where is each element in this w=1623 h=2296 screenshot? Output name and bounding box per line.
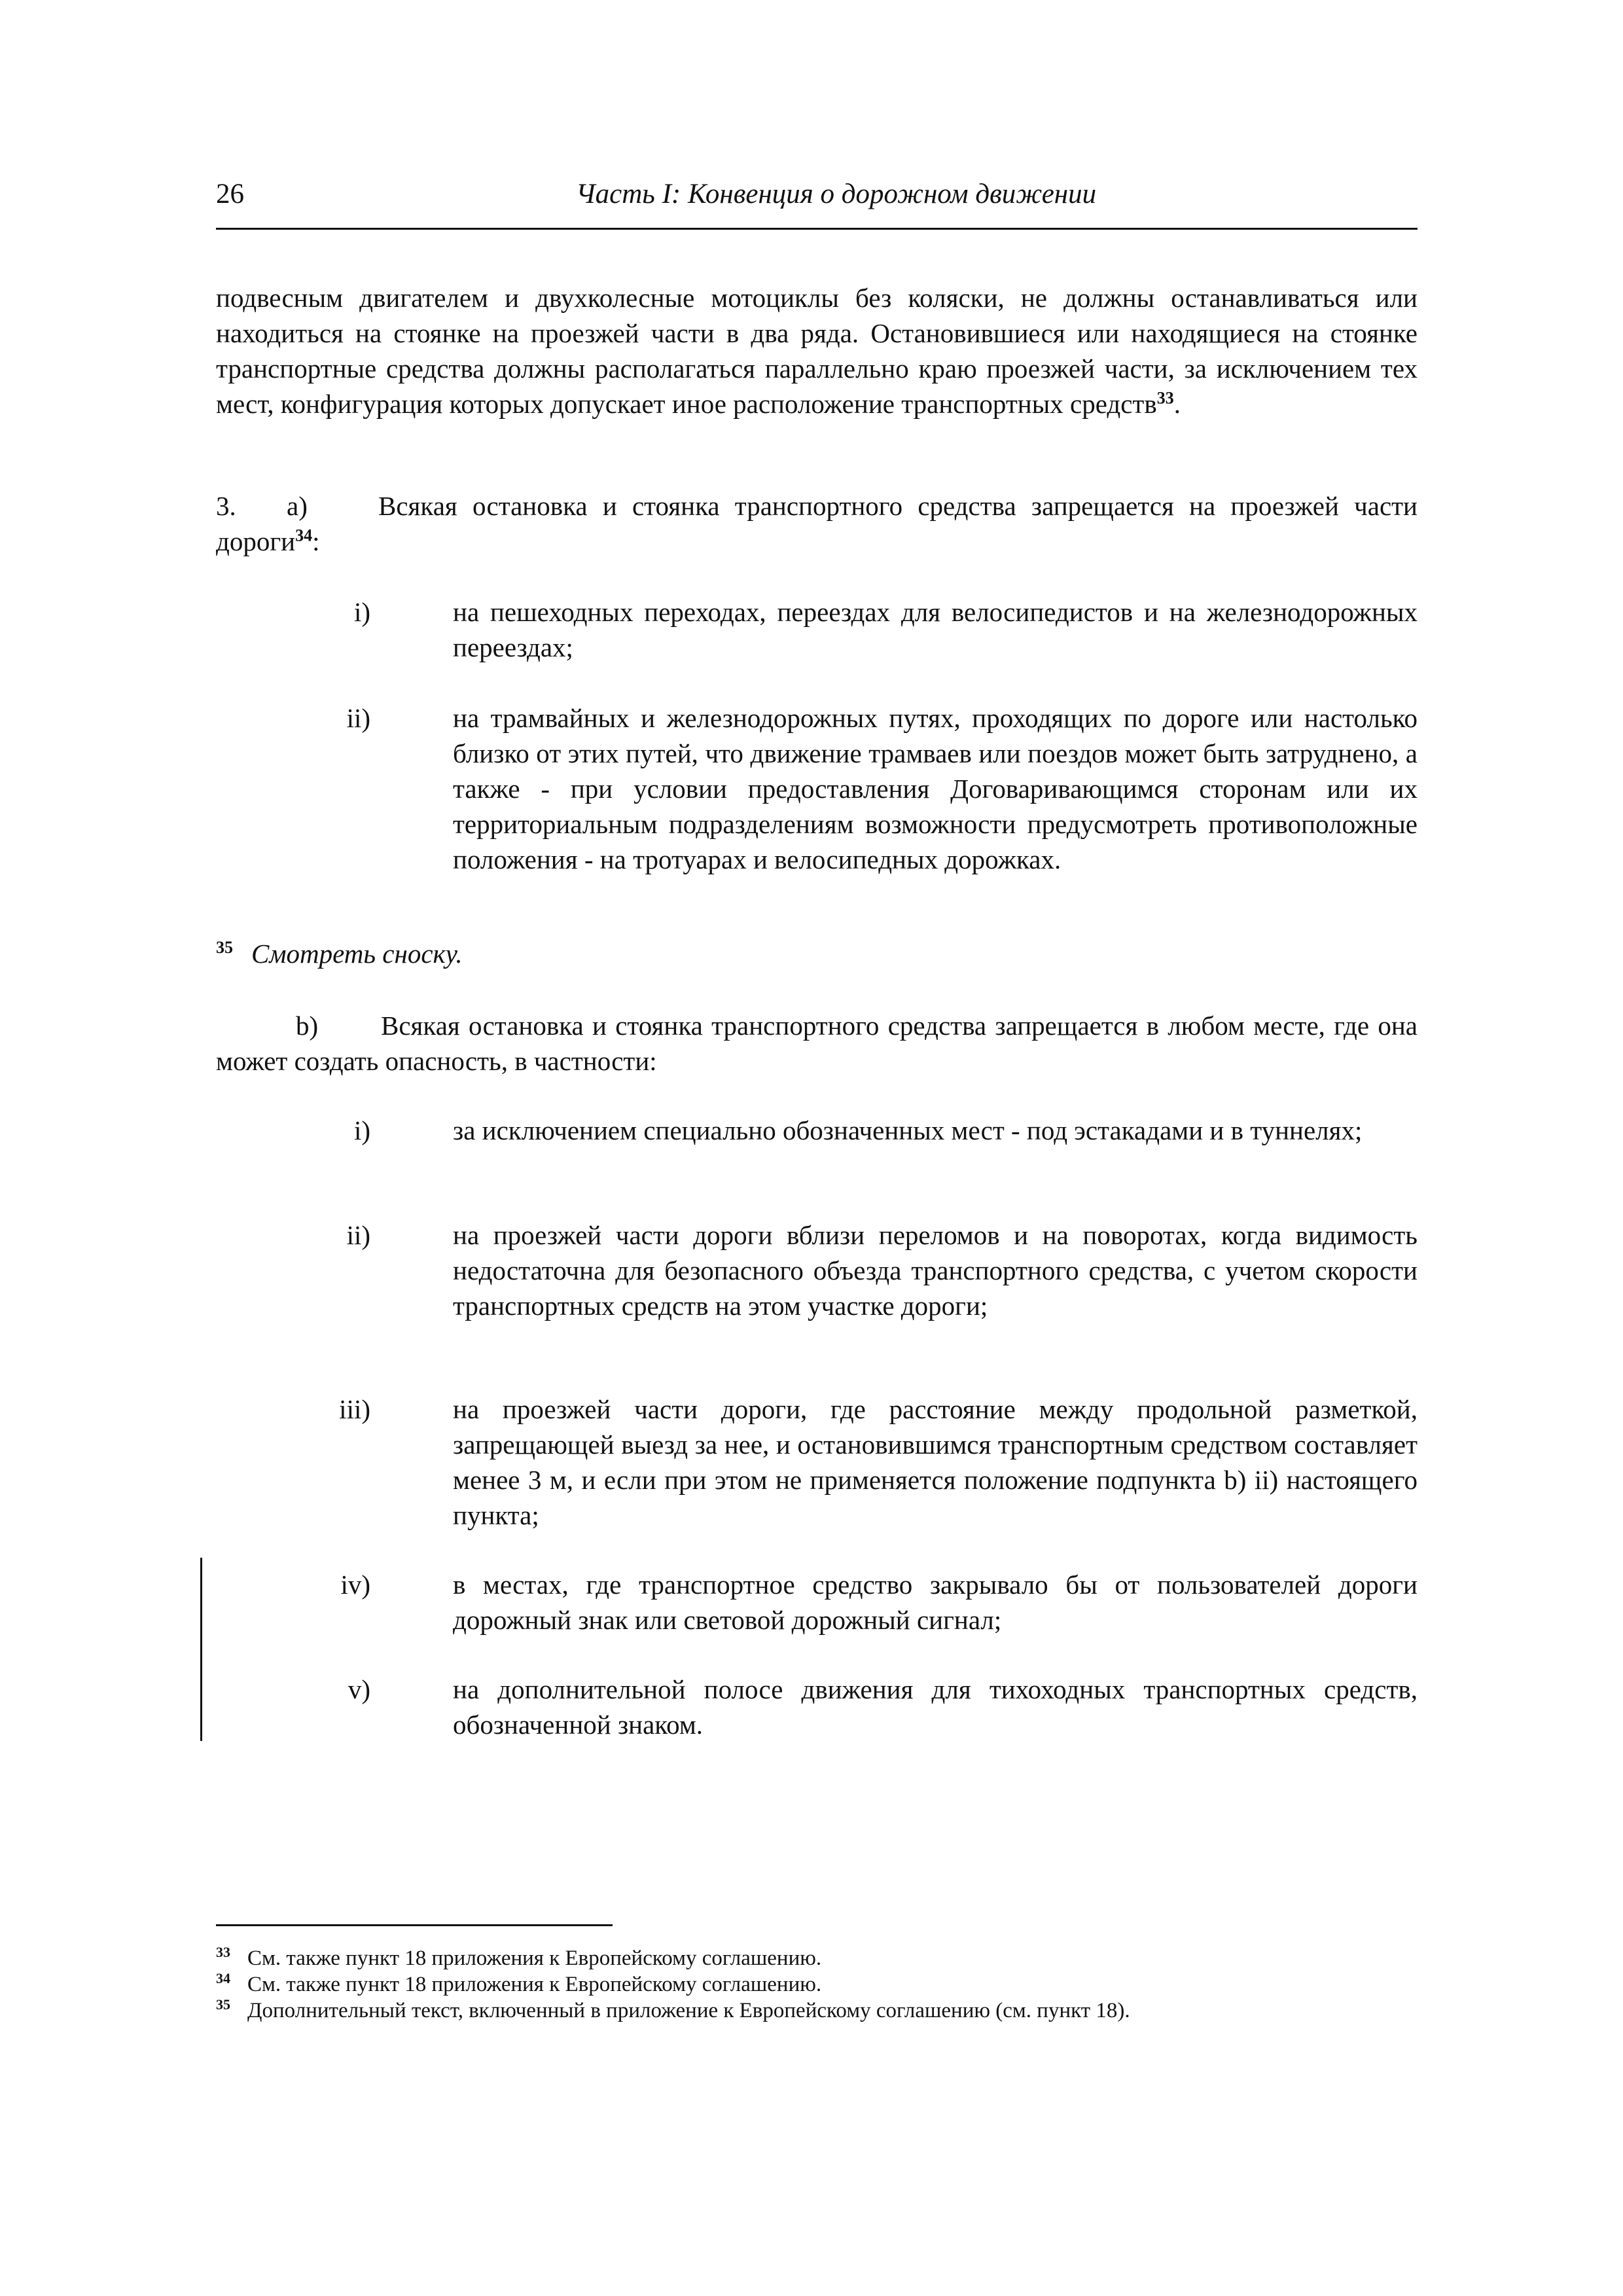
item-letter: b) bbox=[296, 1011, 319, 1041]
footnote-separator bbox=[216, 1924, 613, 1926]
note-text: Смотреть сноску. bbox=[251, 939, 463, 969]
subitem-numeral: iii) bbox=[339, 1394, 370, 1424]
page-number: 26 bbox=[216, 179, 244, 209]
subitem-numeral: v) bbox=[348, 1674, 370, 1704]
subitem-numeral: i) bbox=[353, 1115, 370, 1145]
running-header-title: Часть I: Конвенция о дорожном движении bbox=[576, 179, 1097, 209]
subitem-text: за исключением специально обозначенных мест - под эстакадами и в туннелях; bbox=[453, 1115, 1363, 1145]
subitem-text: на проезжей части дороги вблизи переломов и на поворотах, когда видимость недостаточна для безопасного объезда транспортного средства, с учетом скорости транспортных средств на этом участке дороги; bbox=[453, 1220, 1418, 1321]
item-text: Всякая остановка и стоянка транспортного средства запрещается в любом месте, где она может создать опасность, в частности: bbox=[216, 1011, 1418, 1076]
revision-change-bar bbox=[200, 1558, 202, 1741]
footnote-text: Дополнительный текст, включенный в приложение к Европейскому соглашению (см. пункт 18). bbox=[247, 1999, 1130, 2022]
item-text: Всякая остановка и стоянка транспортного средства запрещается на проезжей части дороги bbox=[216, 491, 1418, 556]
subitem-numeral: ii) bbox=[346, 703, 370, 733]
item-3a bbox=[216, 488, 1418, 559]
footnote-33: 33 См. также пункт 18 приложения к Европейскому соглашению. bbox=[216, 1944, 822, 1970]
footnote-text: См. также пункт 18 приложения к Европейскому соглашению. bbox=[247, 1973, 822, 1996]
item-letter: a) bbox=[287, 491, 308, 521]
footnote-ref-34[interactable]: 34 bbox=[295, 526, 313, 545]
footnotes bbox=[216, 1945, 1418, 2024]
footnote-text: См. также пункт 18 приложения к Европейскому соглашению. bbox=[247, 1946, 822, 1970]
header-rule bbox=[216, 228, 1418, 230]
note-35 bbox=[216, 936, 463, 971]
footnote-34: 34 См. также пункт 18 приложения к Европейскому соглашению. bbox=[216, 1970, 822, 1996]
subitem-text: на трамвайных и железнодорожных путях, проходящих по дороге или настолько близко от этих путей, что движение трамваев или поездов может быть затруднено, а также - при условии предоставления Договаривающимся сторонам или их территориальным подразделениям возможности предусмотреть противоположные положения - на тротуарах и велосипедных дорожках. bbox=[453, 703, 1418, 874]
subitem-text: на дополнительной полосе движения для тихоходных транспортных средств, обозначенной знаком. bbox=[453, 1674, 1418, 1740]
paragraph-text: подвесным двигателем и двухколесные мотоциклы без коляски, не должны останавливаться или находиться на стоянке на проезжей части в два ряда. Остановившиеся или находящиеся на стоянке транспортные средства должны располагаться параллельно краю проезжей части, за исключением тех мест, конфигурация которых допускает иное расположение транспортных средств bbox=[216, 283, 1418, 419]
subitem-text: на пешеходных переходах, переездах для велосипедистов и на железнодорожных переездах; bbox=[453, 597, 1418, 662]
subitem-numeral: ii) bbox=[346, 1220, 370, 1250]
subitem-numeral: iv) bbox=[340, 1570, 370, 1600]
paragraph-continuation bbox=[216, 280, 1418, 422]
subitem-text: в местах, где транспортное средство закрывало бы от пользователей дороги дорожный знак или световой дорожный сигнал; bbox=[453, 1570, 1418, 1635]
paragraph-tail: . bbox=[1173, 389, 1181, 419]
subitem-numeral: i) bbox=[353, 597, 370, 627]
item-number: 3. bbox=[216, 491, 236, 521]
footnote-35: 35 Дополнительный текст, включенный в приложение к Европейскому соглашению (см. пункт 18). bbox=[216, 1996, 1130, 2022]
note-number: 35 bbox=[216, 938, 233, 958]
footnote-ref-33[interactable]: 33 bbox=[1156, 388, 1174, 408]
item-tail: : bbox=[312, 526, 320, 556]
item-3b bbox=[216, 1008, 1418, 1079]
subitem-text: на проезжей части дороги, где расстояние между продольной разметкой, запрещающей выезд за нее, и остановившимся транспортным средством составляет менее 3 м, и если при этом не применяется положение подпункта b) ii) настоящего пункта; bbox=[453, 1394, 1418, 1530]
